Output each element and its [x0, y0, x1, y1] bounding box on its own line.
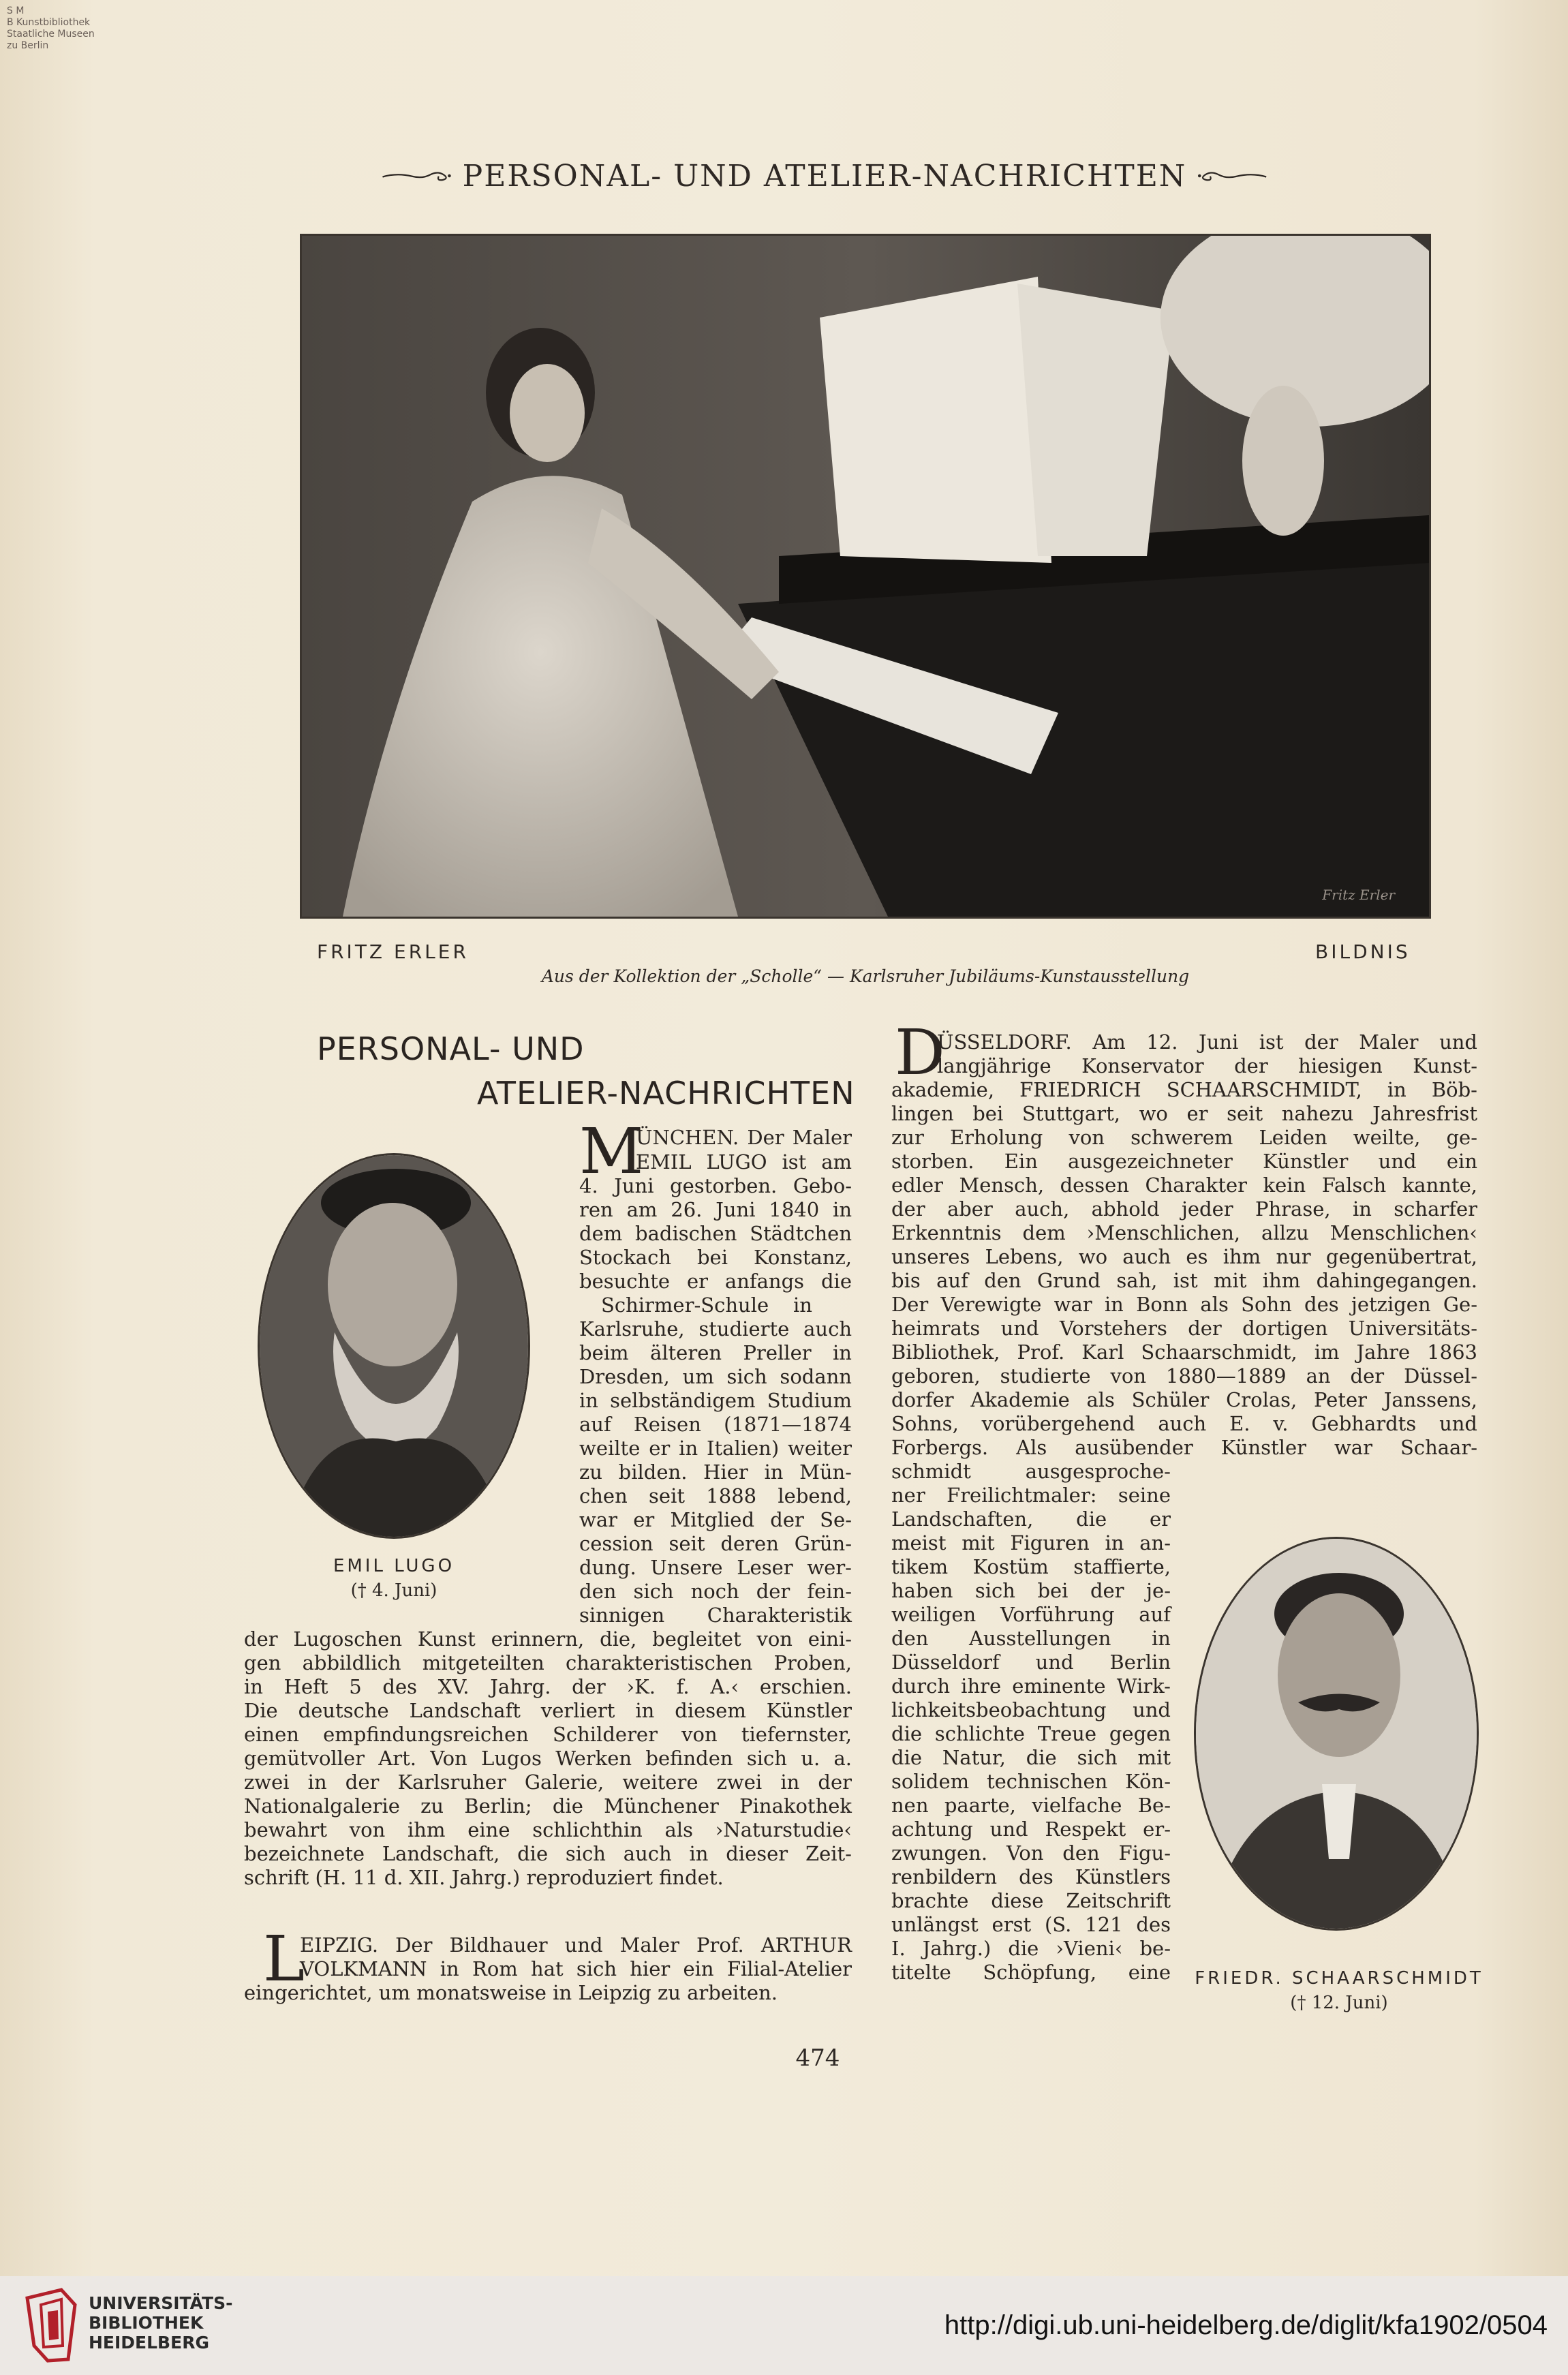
stamp-line: zu Berlin [7, 40, 49, 51]
section-title-line1: PERSONAL- UND [317, 1030, 585, 1067]
portrait-schaarschmidt-image [1196, 1539, 1477, 1929]
muenchen-line: der Lugoschen Kunst erinnern, die, begleitet von eini- [244, 1627, 852, 1651]
muenchen-line: auf Reisen (1871—1874 [579, 1413, 852, 1436]
duesseldorf-line: tikem Kostüm staffierte, [891, 1555, 1171, 1578]
muenchen-line: zwei in der Karlsruher Galerie, weitere zwei in der [244, 1771, 852, 1794]
portrait-lugo-caption [258, 1554, 530, 1603]
muenchen-line: 4. Juni gestorben. Gebo- [579, 1174, 852, 1197]
duesseldorf-line: die Natur, die sich mit [891, 1746, 1171, 1769]
muenchen-line: bezeichnete Landschaft, die sich auch in dieser Zeit- [244, 1842, 852, 1865]
portrait-friedr-schaarschmidt [1194, 1537, 1479, 1931]
heidelberg-library-logo-icon [20, 2284, 82, 2366]
image-caption-title: BILDNIS [1315, 940, 1411, 963]
header-title: PERSONAL- UND ATELIER-NACHRICHTEN [462, 158, 1187, 194]
duesseldorf-line: Düsseldorf und Berlin [891, 1651, 1171, 1674]
portrait-schaarschmidt-name: FRIEDR. SCHAARSCHMIDT [1195, 1968, 1484, 1989]
muenchen-line: in Heft 5 des XV. Jahrg. der ›K. f. A.‹ erschien. [244, 1675, 852, 1698]
stamp-line: Staatliche Museen [7, 29, 95, 40]
muenchen-line: war er Mitglied der Se- [579, 1508, 852, 1531]
duesseldorf-line: unseres Lebens, wo auch es ihm nur gegenübertrat, [891, 1245, 1477, 1268]
stamp-line: S M [7, 5, 25, 16]
portrait-schaarschmidt-caption [1186, 1966, 1492, 2015]
muenchen-line: schrift (H. 11 d. XII. Jahrg.) reproduziert findet. [244, 1866, 724, 1889]
duesseldorf-line: ner Freilichtmaler: seine [891, 1484, 1171, 1507]
right-ornament-icon [1196, 166, 1267, 185]
muenchen-line: weilte er in Italien) weiter [579, 1437, 852, 1460]
duesseldorf-line: lichkeitsbeobachtung und [891, 1698, 1171, 1721]
muenchen-line: Schirmer-Schule in [601, 1293, 812, 1317]
duesseldorf-line: edler Mensch, dessen Charakter kein Falsch kannte, [891, 1174, 1477, 1197]
duesseldorf-line: Der Verewigte war in Bonn als Sohn des jetzigen Ge- [891, 1293, 1477, 1316]
duesseldorf-line: zwungen. Von den Figu- [891, 1841, 1171, 1865]
stamp-line: B Kunstbibliothek [7, 17, 91, 28]
duesseldorf-line: achtung und Respekt er- [891, 1818, 1171, 1841]
painting-signature: Fritz Erler [1322, 887, 1395, 903]
duesseldorf-line: heimrats und Vorstehers der dortigen Universitäts- [891, 1317, 1477, 1340]
duesseldorf-line: solidem technischen Kön- [891, 1770, 1171, 1793]
portrait-schaarschmidt-date: († 12. Juni) [1290, 1993, 1388, 2013]
duesseldorf-line: weiligen Vorführung auf [891, 1603, 1171, 1626]
muenchen-line: gemütvoller Art. Von Lugos Werken befinden sich u. a. [244, 1747, 852, 1770]
page-number: 474 [795, 2044, 840, 2072]
muenchen-line: einen empfindungsreichen Schilderer von tiefernster, [244, 1723, 852, 1746]
duesseldorf-line: haben sich bei der je- [891, 1579, 1171, 1602]
muenchen-line: Karlsruhe, studierte auch [579, 1317, 852, 1340]
portrait-emil-lugo [258, 1153, 530, 1539]
duesseldorf-line: den Ausstellungen in [891, 1627, 1171, 1650]
muenchen-line: in selbständigem Studium [579, 1389, 852, 1412]
muenchen-line: dem badischen Städtchen [579, 1222, 852, 1245]
section-title-line2: ATELIER-NACHRICHTEN [477, 1075, 855, 1112]
muenchen-line: bewahrt von ihm eine schlichthin als ›Naturstudie‹ [244, 1818, 852, 1841]
duesseldorf-line: der aber auch, abhold jeder Phrase, in scharfer [891, 1197, 1477, 1221]
duesseldorf-line: Bibliothek, Prof. Karl Schaarschmidt, im Jahre 1863 [891, 1340, 1477, 1364]
muenchen-line: sinnigen Charakteristik [579, 1604, 852, 1627]
running-header [382, 155, 1267, 196]
drop-cap-m: M [579, 1115, 644, 1188]
duesseldorf-line: akademie, FRIEDRICH SCHAARSCHMIDT, in Böb- [891, 1078, 1477, 1101]
portrait-lugo-image [260, 1155, 528, 1537]
image-subcaption: Aus der Kollektion der „Scholle“ — Karlsruher Jubiläums-Kunstausstellung [541, 966, 1190, 986]
duesseldorf-line: renbildern des Künstlers [891, 1865, 1171, 1888]
duesseldorf-line: langjährige Konservator der hiesigen Kunst- [937, 1054, 1477, 1077]
muenchen-line: beim älteren Preller in [579, 1341, 852, 1364]
image-caption-artist: FRITZ ERLER [317, 940, 469, 963]
duesseldorf-line: I. Jahrg.) die ›Vieni‹ be- [891, 1937, 1171, 1960]
library-name-line: BIBLIOTHEK [89, 2313, 204, 2333]
duesseldorf-line: zur Erholung von schwerem Leiden weilte, ge- [891, 1126, 1477, 1149]
duesseldorf-line: Sohns, vorübergehend auch E. v. Gebhardts und [891, 1412, 1477, 1435]
duesseldorf-line: storben. Ein ausgezeichneter Künstler und ein [891, 1150, 1477, 1173]
duesseldorf-line: unlängst erst (S. 121 des [891, 1913, 1171, 1936]
drop-cap-l: L [263, 1922, 305, 1995]
duesseldorf-line: die schlichte Treue gegen [891, 1722, 1171, 1745]
muenchen-line: cession seit deren Grün- [579, 1532, 852, 1555]
duesseldorf-line: ÜSSELDORF. Am 12. Juni ist der Maler und [937, 1030, 1477, 1054]
duesseldorf-line: geboren, studierte von 1880—1889 an der Düssel- [891, 1364, 1477, 1388]
left-ornament-icon [382, 166, 453, 185]
duesseldorf-line: brachte diese Zeitschrift [891, 1889, 1171, 1912]
source-url-link[interactable]: http://digi.ub.uni-heidelberg.de/diglit/kfa1902/0504 [944, 2310, 1548, 2340]
library-name [89, 2293, 232, 2353]
muenchen-line: gen abbildlich mitgeteilten charakteristischen Proben, [244, 1651, 852, 1674]
library-name-line: UNIVERSITÄTS- [89, 2293, 233, 2313]
painting-portrait-photo [300, 234, 1431, 919]
muenchen-line: besuchte er anfangs die [579, 1270, 852, 1293]
duesseldorf-line: schmidt ausgesproche- [891, 1460, 1171, 1483]
painting-image [302, 236, 1429, 917]
muenchen-line: zu bilden. Hier in Mün- [579, 1460, 852, 1484]
leipzig-line: EIPZIG. Der Bildhauer und Maler Prof. ARTHUR [300, 1933, 852, 1957]
muenchen-line: ÜNCHEN. Der Maler [636, 1126, 852, 1149]
muenchen-line: dung. Unsere Leser wer- [579, 1556, 852, 1579]
duesseldorf-line: Landschaften, die er [891, 1507, 1171, 1531]
drop-cap-d: D [895, 1016, 945, 1089]
muenchen-line: Die deutsche Landschaft verliert in diesem Künstler [244, 1699, 852, 1722]
leipzig-line: VOLKMANN in Rom hat sich hier ein Filial-Atelier [300, 1957, 852, 1980]
muenchen-line: Stockach bei Konstanz, [579, 1246, 852, 1269]
portrait-lugo-name: EMIL LUGO [333, 1556, 455, 1576]
muenchen-line: EMIL LUGO ist am [636, 1150, 852, 1174]
portrait-lugo-date: († 4. Juni) [350, 1580, 437, 1601]
muenchen-line: den sich noch der fein- [579, 1580, 852, 1603]
duesseldorf-line: lingen bei Stuttgart, wo er seit nahezu Jahresfrist [891, 1102, 1477, 1125]
duesseldorf-line: Erkenntnis dem ›Menschlichen, allzu Menschlichen‹ [891, 1221, 1477, 1244]
muenchen-line: ren am 26. Juni 1840 in [579, 1198, 852, 1221]
duesseldorf-line: Forbergs. Als ausübender Künstler war Schaar- [891, 1436, 1477, 1459]
duesseldorf-line: nen paarte, vielfache Be- [891, 1794, 1171, 1817]
library-stamp [7, 5, 109, 52]
muenchen-line: Nationalgalerie zu Berlin; die Münchener Pinakothek [244, 1794, 852, 1818]
duesseldorf-line: meist mit Figuren in an- [891, 1531, 1171, 1554]
duesseldorf-line: dorfer Akademie als Schüler Crolas, Peter Janssens, [891, 1388, 1477, 1411]
duesseldorf-line: durch ihre eminente Wirk- [891, 1674, 1171, 1698]
leipzig-line: eingerichtet, um monatsweise in Leipzig zu arbeiten. [244, 1981, 778, 2004]
duesseldorf-line: bis auf den Grund sah, ist mit ihm dahingegangen. [891, 1269, 1477, 1292]
muenchen-line: chen seit 1888 lebend, [579, 1484, 852, 1507]
muenchen-line: Dresden, um sich sodann [579, 1365, 852, 1388]
library-name-line: HEIDELBERG [89, 2333, 209, 2353]
duesseldorf-line: titelte Schöpfung, eine [891, 1961, 1171, 1984]
